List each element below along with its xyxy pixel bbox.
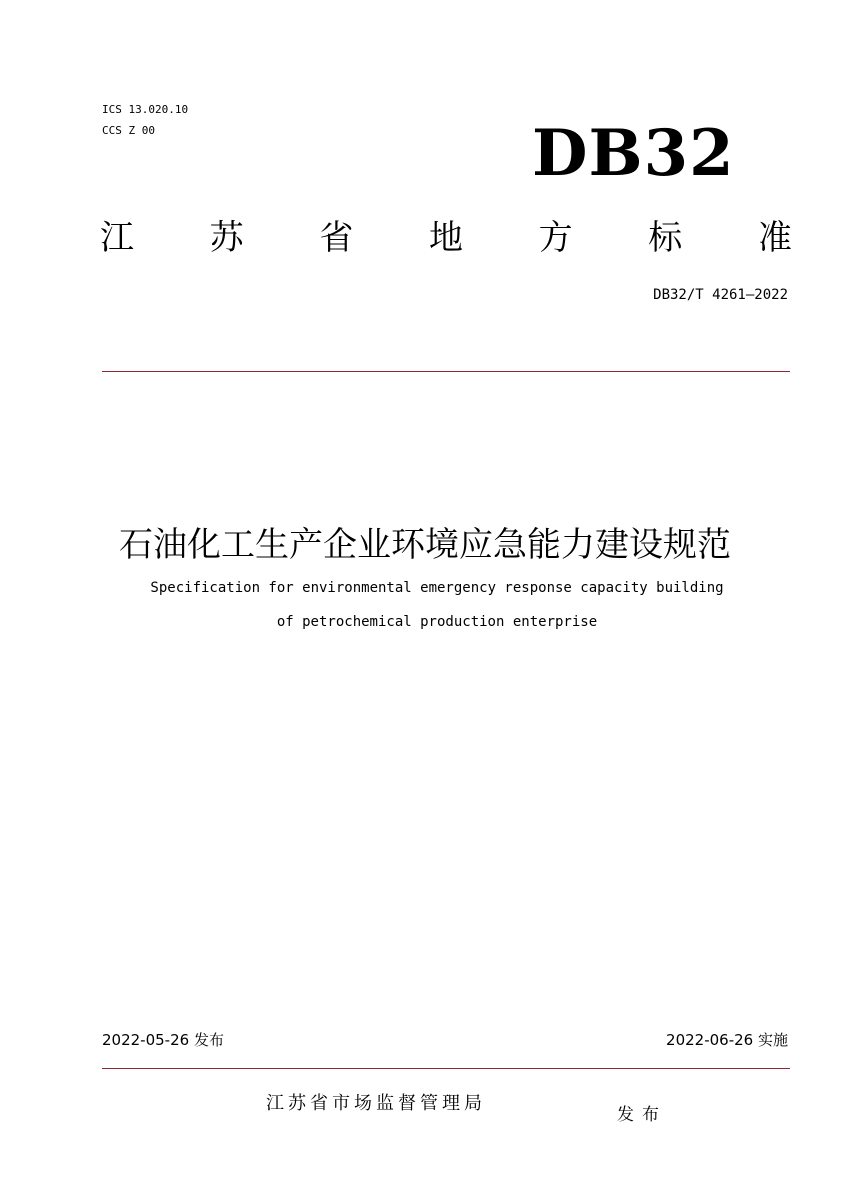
implementation-date: 2022-06-26 实施	[666, 1031, 788, 1049]
provincial-standard-title	[100, 216, 792, 260]
provincial-title-char: 方	[538, 218, 573, 258]
provincial-title-char: 省	[319, 218, 354, 258]
ccs-code: CCS Z 00	[102, 124, 155, 137]
bottom-divider	[102, 1068, 790, 1069]
standard-logo: DB32	[532, 116, 735, 191]
issuing-authority: 江苏省市场监督管理局	[266, 1093, 486, 1114]
top-divider	[102, 371, 790, 372]
ics-code: ICS 13.020.10	[102, 103, 189, 116]
provincial-title-char: 苏	[209, 218, 244, 258]
standard-number: DB32/T 4261—2022	[653, 287, 788, 303]
document-title-english-line1: Specification for environmental emergency response capacity building	[150, 580, 724, 596]
provincial-title-char: 江	[100, 218, 134, 258]
provincial-title-char: 地	[428, 218, 463, 258]
provincial-title-char: 标	[648, 218, 683, 258]
publish-label: 发布	[617, 1105, 667, 1125]
document-title-english-line2: of petrochemical production enterprise	[276, 614, 598, 630]
provincial-title-char: 准	[757, 218, 792, 258]
issue-date: 2022-05-26 发布	[102, 1031, 224, 1049]
document-title-chinese: 石油化工生产企业环境应急能力建设规范	[119, 525, 731, 565]
